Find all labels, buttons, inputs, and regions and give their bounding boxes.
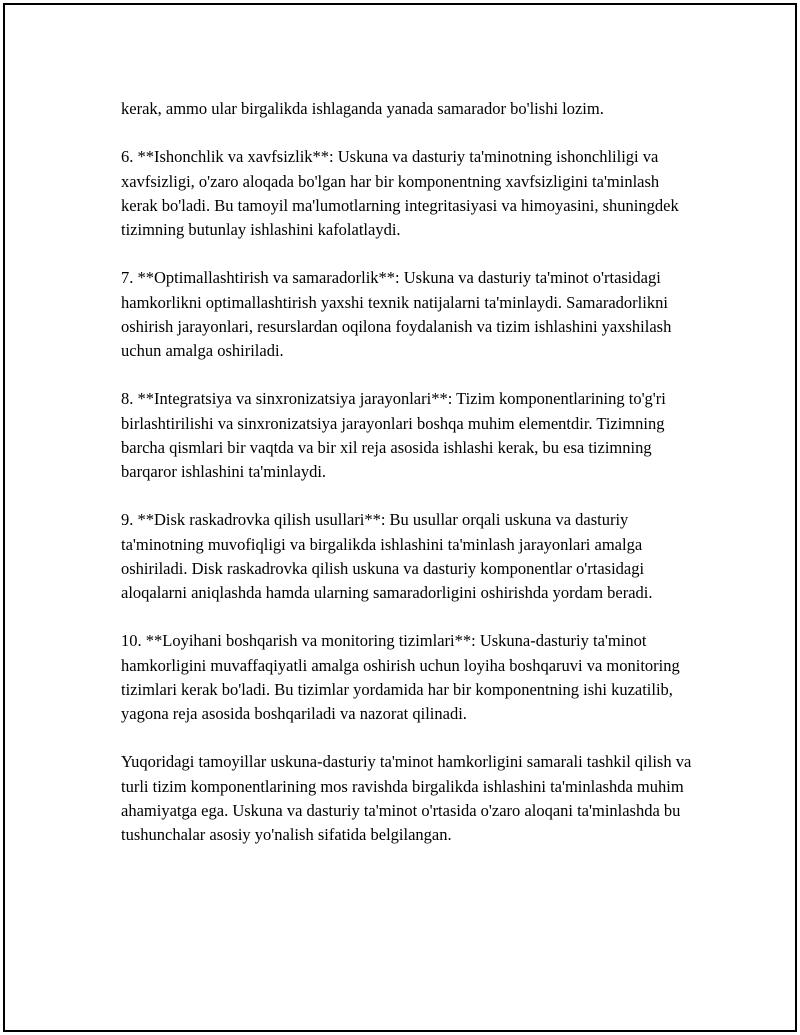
paragraph-item-7-optimization-efficiency: 7. **Optimallashtirish va samaradorlik**: Uskuna va dasturiy ta'minot o'rtasidagi hamkorlikni optimallashtirish yaxshi texnik natijalarni ta'minlaydi. Samaradorlikni oshirish jarayonlari, resurslardan oqilona foydalanish va tizim ishlashini yaxshilash uchun amalga oshiriladi. bbox=[121, 268, 672, 360]
paragraph-item-8-integration-sync: 8. **Integratsiya va sinxronizatsiya jarayonlari**: Tizim komponentlarining to'g'ri birlashtirilishi va sinxronizatsiya jarayonlari boshqa muhim elementdir. Tizimning barcha qismlari bir vaqtda va bir xil reja asosida ishlashi kerak, bu esa tizimning barqaror ishlashini ta'minlaydi. bbox=[121, 389, 666, 481]
paragraph-item-9-debugging-methods: 9. **Disk raskadrovka qilish usullari**: Bu usullar orqali uskuna va dasturiy ta'minotning muvofiqligi va birgalikda ishlashini ta'minlash jarayonlari amalga oshiriladi. Disk raskadrovka qilish uskuna va dasturiy komponentlar o'rtasidagi aloqalarni aniqlashda hamda ularning samaradorligini oshirishda yordam beradi. bbox=[121, 510, 653, 602]
paragraph-item-6-reliability-security: 6. **Ishonchlik va xavfsizlik**: Uskuna va dasturiy ta'minotning ishonchliligi va xavfsizligi, o'zaro aloqada bo'lgan har bir komponentning xavfsizligini ta'minlash kerak bo'ladi. Bu tamoyil ma'lumotlarning integritasiyasi va himoyasini, shuningdek tizimning butunlay ishlashini kafolatlaydi. bbox=[121, 147, 679, 239]
paragraph-continuation: kerak, ammo ular birgalikda ishlaganda yanada samarador bo'lishi lozim. bbox=[121, 99, 604, 118]
paragraph-conclusion: Yuqoridagi tamoyillar uskuna-dasturiy ta'minot hamkorligini samarali tashkil qilish va turli tizim komponentlarining mos ravishda birgalikda ishlashini ta'minlashda muhim ahamiyatga ega. Uskuna va dasturiy ta'minot o'rtasida o'zaro aloqani ta'minlashda bu tushunchalar asosiy yo'nalish sifatida belgilangan. bbox=[121, 752, 692, 844]
paragraph-item-10-project-management: 10. **Loyihani boshqarish va monitoring tizimlari**: Uskuna-dasturiy ta'minot hamkorligini muvaffaqiyatli amalga oshirish uchun loyiha boshqaruvi va monitoring tizimlari kerak bo'ladi. Bu tizimlar yordamida har bir komponentning ishi kuzatilib, yagona reja asosida boshqariladi va nazorat qilinadi. bbox=[121, 631, 680, 723]
page-body-text bbox=[121, 97, 696, 847]
page-frame bbox=[3, 3, 797, 1032]
